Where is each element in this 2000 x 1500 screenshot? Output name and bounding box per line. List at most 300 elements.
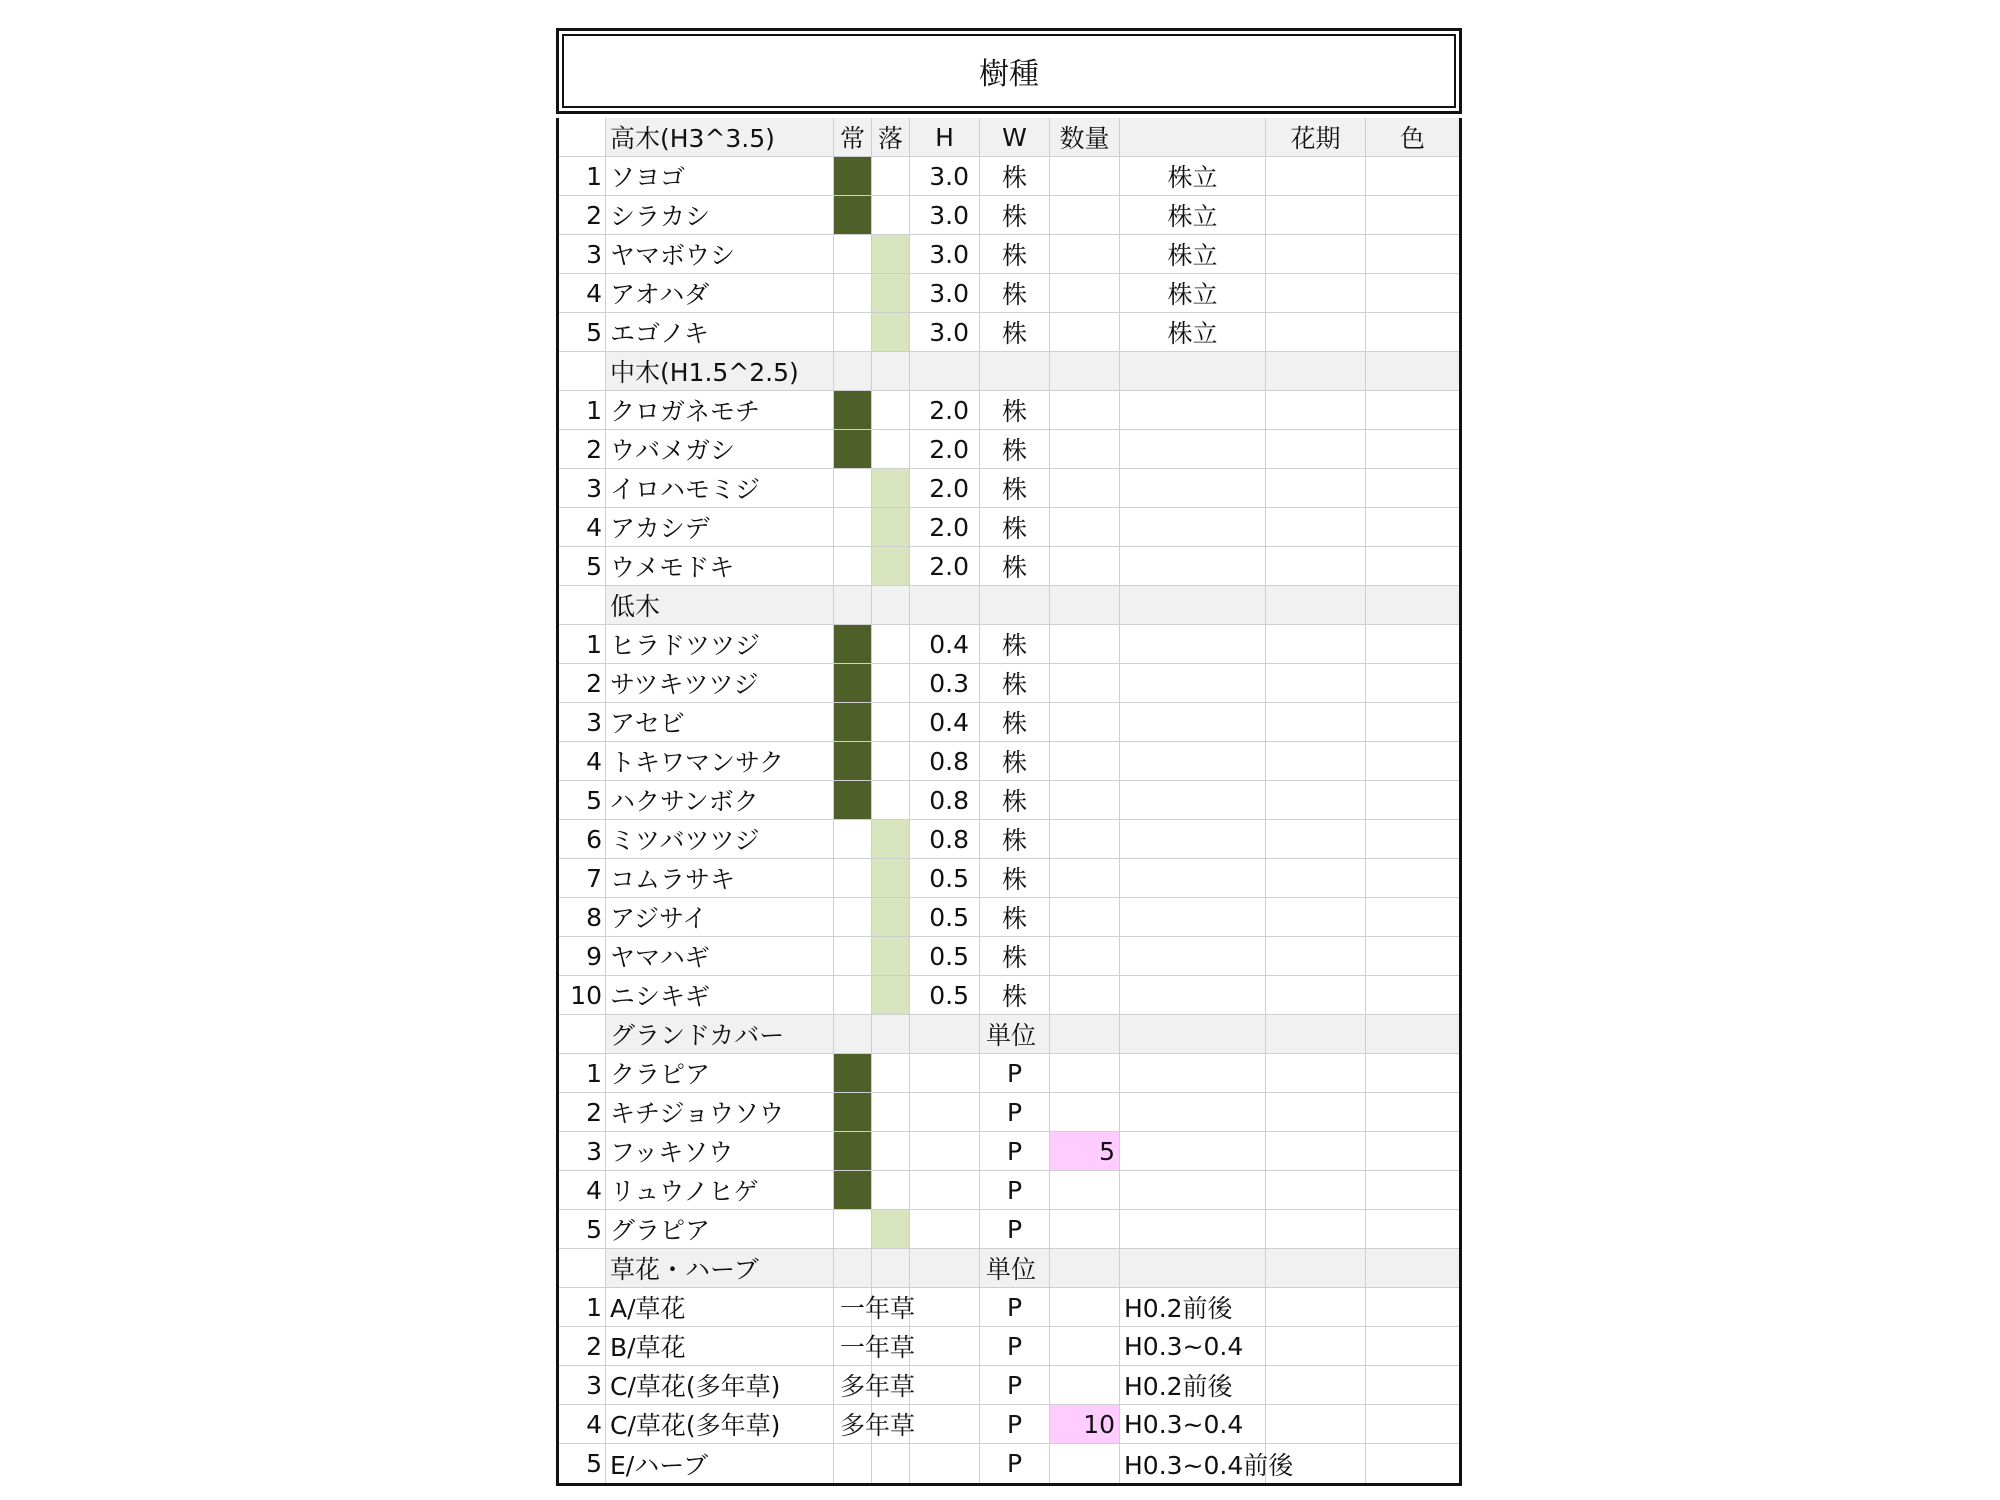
- deciduous-marker: [872, 1210, 910, 1248]
- evergreen-marker: [834, 313, 872, 351]
- width-unit: 株: [980, 859, 1050, 897]
- width-unit: 株: [980, 820, 1050, 858]
- flower-season-value: [1266, 157, 1366, 195]
- section-quantity-cell: [1050, 352, 1120, 390]
- note-value: H0.3~0.4前後: [1120, 1444, 1266, 1483]
- quantity-value: [1050, 1054, 1120, 1092]
- flower-season-value: [1266, 820, 1366, 858]
- evergreen-marker: [834, 274, 872, 312]
- color-value: [1366, 703, 1459, 741]
- height-value: 0.8: [910, 820, 980, 858]
- flower-season-value: [1266, 430, 1366, 468]
- note-value: H0.2前後: [1120, 1288, 1266, 1326]
- plant-name: エゴノキ: [606, 313, 834, 351]
- width-unit: P: [980, 1405, 1050, 1443]
- deciduous-marker: [872, 469, 910, 507]
- quantity-value: [1050, 820, 1120, 858]
- section-flower-cell: [1266, 352, 1366, 390]
- deciduous-marker: [872, 1093, 910, 1131]
- evergreen-marker: [834, 937, 872, 975]
- table-row: [559, 235, 1459, 274]
- row-number: 5: [559, 1210, 606, 1248]
- width-unit: 株: [980, 976, 1050, 1014]
- color-value: [1366, 976, 1459, 1014]
- plant-name: アジサイ: [606, 898, 834, 936]
- flower-season-value: [1266, 937, 1366, 975]
- row-number: 8: [559, 898, 606, 936]
- table-row: [559, 430, 1459, 469]
- deciduous-marker: [872, 820, 910, 858]
- row-number: 4: [559, 274, 606, 312]
- height-value: 2.0: [910, 469, 980, 507]
- color-value: [1366, 781, 1459, 819]
- flower-season-value: [1266, 976, 1366, 1014]
- deciduous-marker: [872, 859, 910, 897]
- color-value: [1366, 391, 1459, 429]
- quantity-value: [1050, 1093, 1120, 1131]
- height-value: 0.5: [910, 898, 980, 936]
- note-value: H0.3~0.4: [1120, 1405, 1266, 1443]
- evergreen-marker: [834, 1366, 916, 1404]
- table-row: [559, 1210, 1459, 1249]
- note-value: [1120, 1171, 1266, 1209]
- note-value: [1120, 508, 1266, 546]
- evergreen-marker: [834, 157, 872, 195]
- table-row: [559, 625, 1459, 664]
- deciduous-marker: [872, 1444, 910, 1483]
- row-number: 3: [559, 1366, 606, 1404]
- evergreen-marker: [834, 1093, 872, 1131]
- quantity-value: 5: [1050, 1132, 1120, 1170]
- deciduous-marker: [872, 976, 910, 1014]
- section-unit-label: 単位: [980, 1015, 1050, 1053]
- evergreen-marker: [834, 1171, 872, 1209]
- flower-season-value: [1266, 742, 1366, 780]
- note-value: [1120, 430, 1266, 468]
- header-height: [910, 118, 980, 156]
- height-value: 0.8: [910, 742, 980, 780]
- note-value: [1120, 547, 1266, 585]
- width-unit: P: [980, 1444, 1050, 1483]
- color-value: [1366, 664, 1459, 702]
- table-row: [559, 547, 1459, 586]
- table-row: [559, 469, 1459, 508]
- section-color-cell: [1366, 352, 1459, 390]
- flower-season-value: [1266, 625, 1366, 663]
- deciduous-marker: [872, 1132, 910, 1170]
- evergreen-marker: [834, 469, 872, 507]
- evergreen-marker: [834, 625, 872, 663]
- note-value: [1120, 391, 1266, 429]
- plant-name: フッキソウ: [606, 1132, 834, 1170]
- row-number: 1: [559, 625, 606, 663]
- quantity-value: [1050, 391, 1120, 429]
- flower-season-value: [1266, 313, 1366, 351]
- height-value: [910, 1210, 980, 1248]
- deciduous-marker: [872, 898, 910, 936]
- header-name: 高木(H3^3.5): [606, 118, 834, 156]
- plant-name: シラカシ: [606, 196, 834, 234]
- row-number: 1: [559, 391, 606, 429]
- width-unit: P: [980, 1210, 1050, 1248]
- section-label: グランドカバー: [606, 1015, 834, 1053]
- row-number: 5: [559, 781, 606, 819]
- row-number: 2: [559, 196, 606, 234]
- plant-name: トキワマンサク: [606, 742, 834, 780]
- section-height-cell: [910, 586, 980, 624]
- plant-type-label: 多年草: [840, 1411, 916, 1440]
- quantity-value: [1050, 547, 1120, 585]
- plant-name: アカシデ: [606, 508, 834, 546]
- row-number: 5: [559, 547, 606, 585]
- row-number: 7: [559, 859, 606, 897]
- quantity-value: [1050, 1444, 1120, 1483]
- section-note-cell: [1120, 586, 1266, 624]
- height-value: [910, 1405, 980, 1443]
- height-value: [910, 1288, 980, 1326]
- table-body: [559, 157, 1459, 1483]
- deciduous-marker: [872, 703, 910, 741]
- note-value: [1120, 664, 1266, 702]
- table-row: [559, 703, 1459, 742]
- color-value: [1366, 547, 1459, 585]
- evergreen-marker: [834, 1132, 872, 1170]
- width-unit: 株: [980, 742, 1050, 780]
- note-value: [1120, 1132, 1266, 1170]
- color-value: [1366, 937, 1459, 975]
- sheet-title: 樹種: [979, 57, 1039, 92]
- height-value: 2.0: [910, 430, 980, 468]
- note-value: [1120, 859, 1266, 897]
- evergreen-marker: [834, 1054, 872, 1092]
- width-unit: 株: [980, 469, 1050, 507]
- evergreen-marker: [834, 898, 872, 936]
- color-value: [1366, 196, 1459, 234]
- width-unit: 株: [980, 274, 1050, 312]
- table-row: [559, 391, 1459, 430]
- note-value: [1120, 1054, 1266, 1092]
- note-value: [1120, 703, 1266, 741]
- color-value: [1366, 625, 1459, 663]
- plant-name: ソヨゴ: [606, 157, 834, 195]
- section-label: 草花・ハーブ: [606, 1249, 834, 1287]
- plant-name: C/草花(多年草): [606, 1405, 834, 1443]
- section-header-row: [559, 352, 1459, 391]
- section-deciduous-cell: [872, 586, 910, 624]
- color-value: [1366, 508, 1459, 546]
- section-flower-cell: [1266, 586, 1366, 624]
- quantity-value: [1050, 313, 1120, 351]
- section-deciduous-cell: [872, 1249, 910, 1287]
- note-value: 株立: [1120, 274, 1266, 312]
- height-value: [910, 1327, 980, 1365]
- flower-season-value: [1266, 703, 1366, 741]
- row-number: 3: [559, 469, 606, 507]
- section-note-cell: [1120, 352, 1266, 390]
- plant-name: E/ハーブ: [606, 1444, 834, 1483]
- color-value: [1366, 1405, 1459, 1443]
- table-row: [559, 742, 1459, 781]
- height-value: 2.0: [910, 547, 980, 585]
- note-value: H0.2前後: [1120, 1366, 1266, 1404]
- row-number: 1: [559, 1054, 606, 1092]
- evergreen-marker: [834, 1210, 872, 1248]
- width-unit: 株: [980, 703, 1050, 741]
- plant-name: イロハモミジ: [606, 469, 834, 507]
- color-value: [1366, 430, 1459, 468]
- width-unit: 株: [980, 664, 1050, 702]
- section-height-cell: [910, 1249, 980, 1287]
- deciduous-marker: [872, 157, 910, 195]
- note-value: [1120, 898, 1266, 936]
- table-row: [559, 781, 1459, 820]
- table-row: [559, 313, 1459, 352]
- plant-name: リュウノヒゲ: [606, 1171, 834, 1209]
- flower-season-value: [1266, 898, 1366, 936]
- table-row: [559, 1327, 1459, 1366]
- row-number: 4: [559, 508, 606, 546]
- evergreen-marker: [834, 235, 872, 273]
- note-value: 株立: [1120, 313, 1266, 351]
- note-value: 株立: [1120, 157, 1266, 195]
- width-unit: P: [980, 1327, 1050, 1365]
- quantity-value: [1050, 1327, 1120, 1365]
- height-value: 3.0: [910, 157, 980, 195]
- table-row: [559, 196, 1459, 235]
- height-value: 2.0: [910, 508, 980, 546]
- section-color-cell: [1366, 1015, 1459, 1053]
- deciduous-marker: [872, 742, 910, 780]
- color-value: [1366, 1093, 1459, 1131]
- color-value: [1366, 820, 1459, 858]
- note-value: 株立: [1120, 235, 1266, 273]
- quantity-value: [1050, 1210, 1120, 1248]
- deciduous-marker: [872, 196, 910, 234]
- evergreen-marker: [834, 430, 872, 468]
- height-value: 0.5: [910, 859, 980, 897]
- deciduous-marker: [872, 781, 910, 819]
- flower-season-value: [1266, 391, 1366, 429]
- section-height-cell: [910, 1015, 980, 1053]
- evergreen-marker: [834, 664, 872, 702]
- section-unit-label: [980, 586, 1050, 624]
- height-value: 0.4: [910, 625, 980, 663]
- evergreen-marker: [834, 547, 872, 585]
- deciduous-marker: [872, 274, 910, 312]
- row-number: 2: [559, 1327, 606, 1365]
- evergreen-marker: [834, 1444, 872, 1483]
- flower-season-value: [1266, 1405, 1366, 1443]
- plant-name: ヤマボウシ: [606, 235, 834, 273]
- plant-table: [556, 118, 1462, 1486]
- flower-season-value: [1266, 508, 1366, 546]
- height-value: [910, 1444, 980, 1483]
- deciduous-marker: [872, 313, 910, 351]
- color-value: [1366, 1366, 1459, 1404]
- plant-name: ヤマハギ: [606, 937, 834, 975]
- evergreen-marker: [834, 196, 872, 234]
- deciduous-marker: [872, 664, 910, 702]
- color-value: [1366, 1054, 1459, 1092]
- color-value: [1366, 157, 1459, 195]
- quantity-value: [1050, 274, 1120, 312]
- deciduous-marker: [872, 508, 910, 546]
- table-row: [559, 820, 1459, 859]
- width-unit: P: [980, 1093, 1050, 1131]
- width-unit: P: [980, 1366, 1050, 1404]
- quantity-value: [1050, 1171, 1120, 1209]
- section-deciduous-cell: [872, 1015, 910, 1053]
- section-unit-label: [980, 352, 1050, 390]
- color-value: [1366, 235, 1459, 273]
- quantity-value: [1050, 1288, 1120, 1326]
- evergreen-marker: [834, 781, 872, 819]
- quantity-value: [1050, 1366, 1120, 1404]
- table-row: [559, 1171, 1459, 1210]
- section-color-cell: [1366, 586, 1459, 624]
- plant-name: コムラサキ: [606, 859, 834, 897]
- quantity-value: [1050, 703, 1120, 741]
- flower-season-value: [1266, 1288, 1366, 1326]
- flower-season-value: [1266, 1093, 1366, 1131]
- flower-season-value: [1266, 1054, 1366, 1092]
- section-number-cell: [559, 352, 606, 390]
- note-value: 株立: [1120, 196, 1266, 234]
- plant-name: アオハダ: [606, 274, 834, 312]
- color-value: [1366, 1132, 1459, 1170]
- table-row: [559, 1288, 1459, 1327]
- height-value: 0.5: [910, 937, 980, 975]
- plant-list-sheet: [556, 28, 1462, 1486]
- width-unit: 株: [980, 430, 1050, 468]
- deciduous-marker: [872, 625, 910, 663]
- plant-name: C/草花(多年草): [606, 1366, 834, 1404]
- section-label: 低木: [606, 586, 834, 624]
- height-value: 2.0: [910, 391, 980, 429]
- deciduous-marker: [872, 391, 910, 429]
- row-number: 2: [559, 1093, 606, 1131]
- flower-season-value: [1266, 1327, 1366, 1365]
- quantity-value: [1050, 898, 1120, 936]
- table-row: [559, 1054, 1459, 1093]
- deciduous-marker: [872, 235, 910, 273]
- width-unit: 株: [980, 196, 1050, 234]
- table-row: [559, 1405, 1459, 1444]
- section-evergreen-cell: [834, 1015, 872, 1053]
- color-value: [1366, 1327, 1459, 1365]
- plant-name: ヒラドツツジ: [606, 625, 834, 663]
- height-value: [910, 1132, 980, 1170]
- row-number: 3: [559, 235, 606, 273]
- table-row: [559, 1093, 1459, 1132]
- deciduous-marker: [872, 937, 910, 975]
- plant-name: サツキツツジ: [606, 664, 834, 702]
- evergreen-marker: [834, 820, 872, 858]
- row-number: 4: [559, 1405, 606, 1443]
- width-unit: 株: [980, 937, 1050, 975]
- section-height-cell: [910, 352, 980, 390]
- height-value: 0.5: [910, 976, 980, 1014]
- flower-season-value: [1266, 859, 1366, 897]
- evergreen-marker: [834, 742, 872, 780]
- flower-season-value: [1266, 1171, 1366, 1209]
- plant-name: アセビ: [606, 703, 834, 741]
- section-evergreen-cell: [834, 1249, 872, 1287]
- height-value: [910, 1093, 980, 1131]
- row-number: 3: [559, 703, 606, 741]
- evergreen-marker: [834, 1405, 916, 1443]
- row-number: 9: [559, 937, 606, 975]
- row-number: 10: [559, 976, 606, 1014]
- note-value: [1120, 469, 1266, 507]
- row-number: 5: [559, 313, 606, 351]
- color-value: [1366, 1444, 1459, 1483]
- quantity-value: [1050, 469, 1120, 507]
- table-row: [559, 976, 1459, 1015]
- height-value: 3.0: [910, 274, 980, 312]
- table-row: [559, 898, 1459, 937]
- section-flower-cell: [1266, 1249, 1366, 1287]
- quantity-value: [1050, 235, 1120, 273]
- plant-name: ウバメガシ: [606, 430, 834, 468]
- row-number: 1: [559, 157, 606, 195]
- flower-season-value: [1266, 781, 1366, 819]
- flower-season-value: [1266, 235, 1366, 273]
- height-value: 3.0: [910, 313, 980, 351]
- note-value: [1120, 781, 1266, 819]
- note-value: [1120, 625, 1266, 663]
- quantity-value: [1050, 742, 1120, 780]
- plant-name: クラピア: [606, 1054, 834, 1092]
- section-unit-label: 単位: [980, 1249, 1050, 1287]
- color-value: [1366, 898, 1459, 936]
- quantity-value: [1050, 430, 1120, 468]
- evergreen-marker: [834, 703, 872, 741]
- width-unit: P: [980, 1054, 1050, 1092]
- width-unit: P: [980, 1171, 1050, 1209]
- row-number: 2: [559, 430, 606, 468]
- flower-season-value: [1266, 664, 1366, 702]
- deciduous-marker: [872, 547, 910, 585]
- table-row: [559, 664, 1459, 703]
- evergreen-marker: [834, 391, 872, 429]
- header-flower-season: 花期: [1266, 118, 1366, 156]
- section-deciduous-cell: [872, 352, 910, 390]
- width-unit: P: [980, 1288, 1050, 1326]
- color-value: [1366, 1171, 1459, 1209]
- section-color-cell: [1366, 1249, 1459, 1287]
- width-unit: 株: [980, 391, 1050, 429]
- width-unit: P: [980, 1132, 1050, 1170]
- flower-season-value: [1266, 1210, 1366, 1248]
- width-unit: 株: [980, 313, 1050, 351]
- table-row: [559, 157, 1459, 196]
- flower-season-value: [1266, 547, 1366, 585]
- evergreen-marker: [834, 976, 872, 1014]
- quantity-value: [1050, 664, 1120, 702]
- width-unit: 株: [980, 625, 1050, 663]
- table-row: [559, 508, 1459, 547]
- table-row: [559, 1132, 1459, 1171]
- height-value: 3.0: [910, 235, 980, 273]
- row-number: 2: [559, 664, 606, 702]
- color-value: [1366, 859, 1459, 897]
- color-value: [1366, 469, 1459, 507]
- row-number: 5: [559, 1444, 606, 1483]
- note-value: [1120, 1210, 1266, 1248]
- height-value: 0.3: [910, 664, 980, 702]
- width-unit: 株: [980, 547, 1050, 585]
